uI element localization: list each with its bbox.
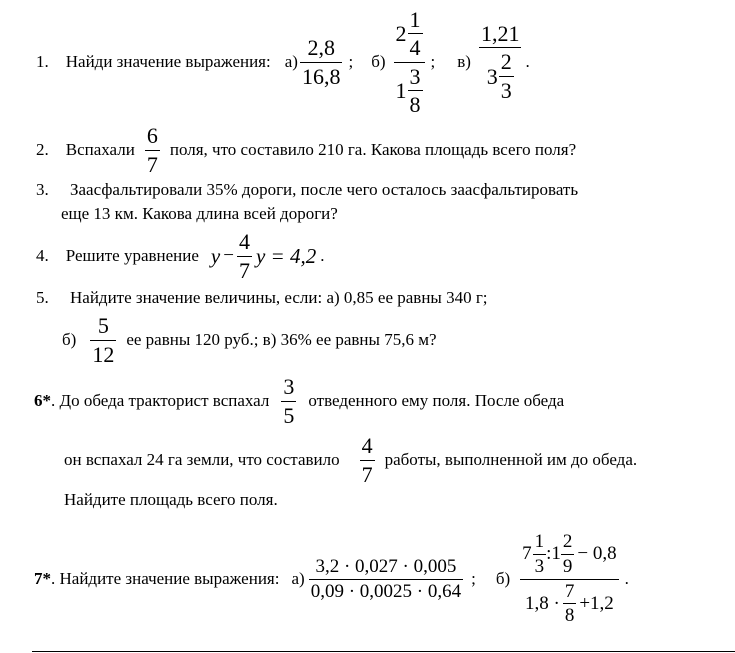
- problem-number: 6*: [34, 391, 51, 410]
- problem-text: . До обеда тракторист вспахал: [51, 391, 270, 410]
- denominator: 16,8: [301, 63, 341, 89]
- numerator: 2: [500, 49, 512, 75]
- problem-7: [34, 524, 629, 634]
- operator: −: [223, 245, 234, 266]
- problem-6-line-2: [64, 432, 637, 488]
- whole-part: 1: [395, 77, 407, 103]
- option-label: б): [495, 569, 511, 588]
- numerator: [520, 532, 619, 577]
- fraction-bar: [300, 62, 343, 63]
- denominator: 12: [92, 341, 115, 367]
- whole-part: 7: [522, 543, 532, 565]
- problem-text: отведенного ему поля. После обеда: [308, 391, 565, 410]
- numerator: 4: [361, 433, 373, 459]
- fraction-bar: [499, 76, 514, 77]
- problem-text: Заасфальтировали 35% дороги, после чего осталось заасфальтировать: [70, 180, 579, 199]
- complex-fraction: [479, 22, 522, 101]
- problem-text: ее равны 120 руб.; в) 36% ее равны 75,6 м?: [126, 330, 437, 349]
- numerator: 1: [409, 7, 421, 33]
- problem-number: 4.: [36, 246, 49, 265]
- fraction: [145, 124, 160, 175]
- numerator: 3: [283, 374, 295, 400]
- denominator: 5: [283, 402, 295, 428]
- problem-text: Найдите площадь всего поля.: [64, 490, 278, 509]
- numerator: 3: [409, 63, 421, 89]
- numerator: 3,2 · 0,027 · 0,005: [315, 555, 457, 577]
- fraction: [533, 532, 547, 577]
- denominator: 3: [534, 555, 545, 577]
- numerator: 2: [562, 530, 573, 552]
- problem-text: Найди значение выражения:: [65, 52, 271, 71]
- fraction-bar: [408, 90, 423, 91]
- denominator: 7: [238, 257, 250, 283]
- problem-number: 3.: [36, 180, 49, 199]
- fraction-bar: [394, 62, 425, 63]
- problem-6: [34, 374, 564, 428]
- denominator: 0,09 · 0,0025 · 0,64: [310, 580, 462, 602]
- denominator: 8: [564, 605, 575, 627]
- problem-number: 2.: [36, 140, 49, 159]
- fraction: [563, 582, 577, 627]
- fraction-bar: [360, 460, 375, 461]
- bottom-divider: [32, 651, 735, 652]
- problem-text: Решите уравнение: [65, 246, 199, 265]
- whole-part: 2: [395, 21, 407, 47]
- denominator: 7: [146, 151, 158, 177]
- problem-number: 7*: [34, 569, 51, 588]
- fraction-bar: [90, 340, 116, 341]
- fraction: [90, 314, 116, 365]
- problem-text: Вспахали: [65, 140, 135, 159]
- fraction-bar: [237, 256, 252, 257]
- problem-number: 5.: [36, 288, 49, 307]
- fraction-bar: [281, 401, 296, 402]
- denominator: 8: [409, 91, 421, 117]
- fraction: [309, 557, 463, 602]
- problem-text: Найдите значение величины, если: а) 0,85 ее равны 340 г;: [70, 288, 488, 307]
- problem-4: [36, 230, 324, 282]
- whole-part: 3: [486, 63, 498, 89]
- problem-text: поля, что составило 210 га. Какова площадь всего поля?: [169, 140, 577, 159]
- fraction-bar: [563, 603, 577, 604]
- option-label: а): [291, 569, 305, 588]
- equation: y = 4,2: [255, 243, 317, 268]
- separator: ;: [348, 52, 354, 71]
- option-label: б): [371, 52, 386, 71]
- period: .: [624, 569, 629, 588]
- fraction-bar: [533, 554, 547, 555]
- problem-number: 1.: [36, 52, 49, 71]
- numerator: 7: [564, 580, 575, 602]
- numerator: 4: [238, 229, 250, 255]
- fraction: [499, 50, 514, 101]
- option-label: в): [457, 52, 471, 71]
- problem-2: [36, 124, 576, 176]
- option-label: а): [284, 52, 298, 71]
- denominator: [394, 65, 425, 116]
- numerator: 1: [534, 530, 545, 552]
- fraction: [281, 375, 296, 426]
- variable: y: [210, 243, 221, 268]
- fraction: [408, 65, 423, 116]
- option-label: б): [62, 330, 77, 349]
- fraction: [237, 230, 252, 281]
- separator: ;: [471, 569, 476, 588]
- fraction-bar: [309, 579, 463, 580]
- problem-5-line-2: [62, 314, 437, 366]
- operator: :1: [546, 543, 561, 565]
- denominator: 3: [500, 77, 512, 103]
- complex-fraction: [520, 532, 619, 627]
- separator: ;: [430, 52, 436, 71]
- numerator: 6: [146, 123, 158, 149]
- term: 1,8 ·: [524, 592, 560, 614]
- fraction: [360, 434, 375, 485]
- problem-text: еще 13 км. Какова длина всей дороги?: [61, 204, 338, 223]
- period: .: [320, 246, 325, 265]
- problem-1: [36, 6, 530, 118]
- problem-5: [36, 288, 488, 308]
- problem-3: [36, 180, 578, 224]
- numerator: 5: [97, 313, 109, 339]
- fraction: [408, 8, 423, 59]
- problem-text: он вспахал 24 га земли, что составило: [64, 450, 340, 469]
- denominator: 9: [562, 555, 573, 577]
- term: − 0,8: [577, 543, 617, 565]
- problem-text: работы, выполненной им до обеда.: [384, 450, 638, 469]
- numerator: [394, 8, 425, 59]
- fraction-bar: [145, 150, 160, 151]
- denominator: [485, 50, 516, 101]
- fraction-bar: [520, 579, 619, 580]
- problem-text: . Найдите значение выражения:: [51, 569, 280, 588]
- numerator: 2,8: [307, 35, 335, 61]
- numerator: 1,21: [480, 21, 520, 47]
- complex-fraction: [394, 8, 425, 115]
- fraction: [561, 532, 575, 577]
- fraction-bar: [408, 33, 423, 34]
- fraction: [300, 36, 343, 87]
- denominator: 4: [409, 35, 421, 61]
- period: .: [525, 52, 530, 71]
- denominator: 7: [361, 461, 373, 487]
- term: +1,2: [579, 592, 614, 614]
- fraction-bar: [561, 554, 575, 555]
- denominator: [523, 582, 616, 627]
- fraction-bar: [479, 47, 522, 48]
